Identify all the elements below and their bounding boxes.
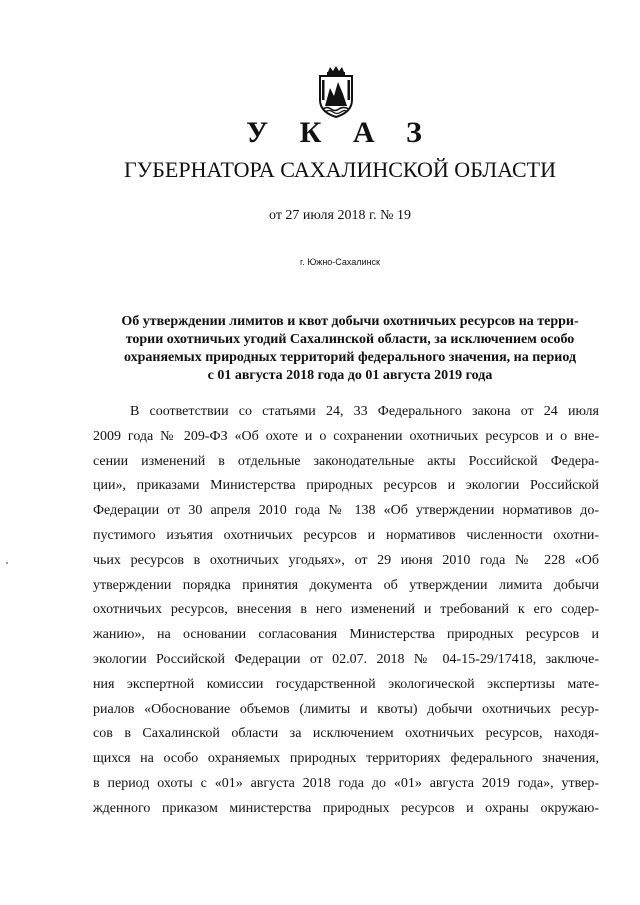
body-line: Федерации от 30 апреля 2010 года № 138 «Об утверждении нормативов до- [93,503,599,519]
body-line: жденного приказом министерства природных ресурсов и охраны окружаю- [93,800,599,816]
heading-line: тории охотничьих угодий Сахалинской области, за исключением особо [125,332,575,347]
body-line: чьих ресурсов в охотничьих угодьях», от 29 июня 2010 года № 228 «Об [93,552,599,568]
issuer-subtitle: ГУБЕРНАТОРА САХАЛИНСКОЙ ОБЛАСТИ [124,157,556,182]
body-line: охотничьих ресурсов, внесения в него изменений и требований к его содер- [93,602,599,618]
body-line: щихся на особо охраняемых природных территориях федерального значения, [93,751,599,767]
body-line: В соответствии со статьями 24, 33 Федерального закона от 24 июля [130,404,599,419]
body-line: 2009 года № 209-ФЗ «Об охоте и о сохранении охотничьих ресурсов и о вне- [93,428,599,444]
decree-heading [100,313,600,385]
date-number-line: от 27 июля 2018 г. № 19 [269,208,411,223]
body-line: сов в Сахалинской области за исключением охотничьих ресурсов, находя- [93,726,599,742]
document-type-title: У К А З [246,116,434,149]
heading-line: охраняемых природных территорий федерального значения, на период [123,350,577,365]
body-line: ции», приказами Министерства природных ресурсов и экологии Российской [93,478,599,494]
body-line: жанию», на основании согласования Министерства природных ресурсов и [93,627,599,643]
body-line: пустимого изъятия охотничьих ресурсов и нормативов численности охотни- [93,527,599,543]
scan-speck [6,562,8,564]
body-line: сении изменений в отдельные законодательные акты Российской Федера- [93,453,599,469]
body-line: экологии Российской Федерации от 02.07. 2018 № 04-15-29/17418, заключе- [93,651,599,667]
heading-line: с 01 августа 2018 года до 01 августа 2019 года [207,368,493,383]
heading-line: Об утверждении лимитов и квот добычи охотничьих ресурсов на терри- [121,314,579,329]
body-line: риалов «Обоснование объемов (лимиты и квоты) добычи охотничьих ресур- [93,701,599,717]
city-line: г. Южно-Сахалинск [300,257,380,267]
body-line: ния экспертной комиссии государственной экологической экспертизы мате- [93,676,599,692]
body-line: утверждении порядка принятия документа об утверждении лимита добычи [93,577,599,593]
coat-of-arms-icon [316,66,356,118]
decree-body [93,400,599,822]
body-line: в период охоты с «01» августа 2018 года до «01» августа 2019 года», утвер- [93,775,599,791]
